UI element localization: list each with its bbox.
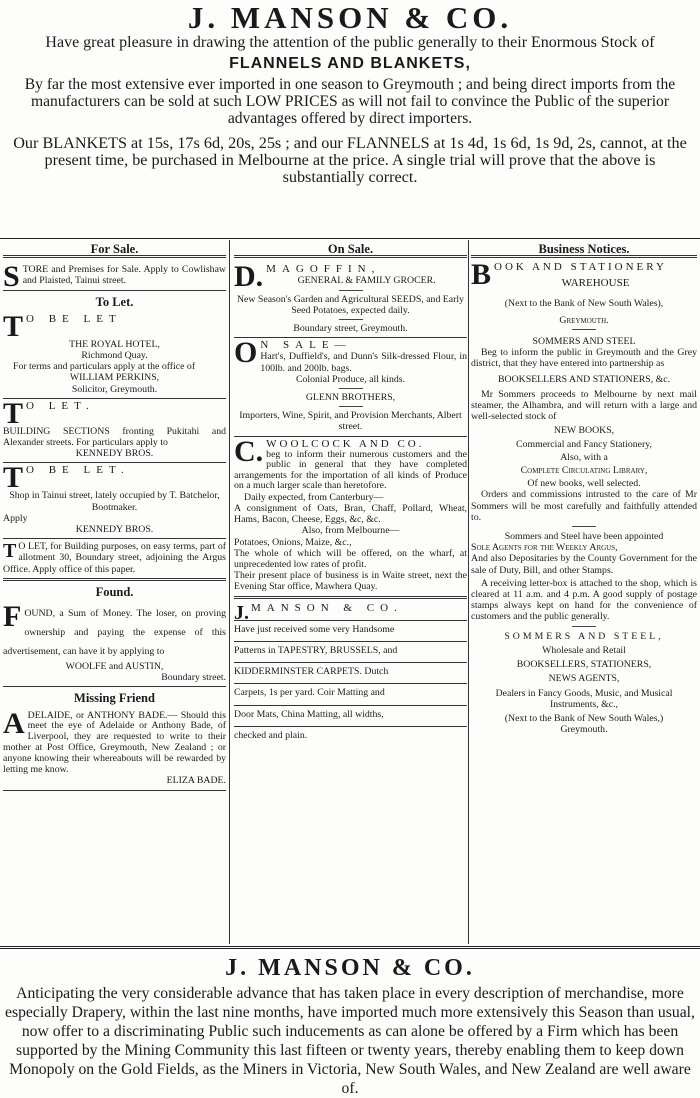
ss-trade-2: BOOKSELLERS, STATIONERS, bbox=[516, 659, 652, 671]
manson-line-5: Door Mats, China Matting, all widths, bbox=[234, 706, 467, 727]
hotel-place: Richmond Quay. bbox=[81, 350, 148, 362]
ad-woolcock bbox=[234, 434, 467, 599]
ss-trade-3: NEWS AGENTS, bbox=[548, 673, 620, 685]
column-business-notices bbox=[471, 238, 697, 946]
woolcock-melbourne: Also, from Melbourne— bbox=[301, 525, 400, 537]
book-head: OOK AND STATIONERY bbox=[494, 261, 667, 274]
woolcock-cargo: A consignment of Oats, Bran, Chaff, Pollard, Wheat, Hams, Bacon, Cheese, Eggs, &c, &c. bbox=[234, 503, 467, 526]
drop-cap: F bbox=[3, 600, 22, 634]
ss-location: (Next to the Bank of New South Wales,) bbox=[504, 712, 664, 724]
letterbox-text: A receiving letter-box is attached to the shop, which is cleared at 11 a.m. and 4 p.m. A good supply of postage stamps always kept on hand for the convenience of customers and the public generally. bbox=[471, 577, 697, 623]
header-subject: FLANNELS AND BLANKETS, bbox=[229, 55, 471, 72]
ad-store bbox=[3, 260, 226, 294]
advertisement-columns bbox=[0, 238, 700, 946]
column-divider bbox=[468, 240, 469, 944]
ad-missing-friend bbox=[3, 706, 226, 791]
ad-building-sections bbox=[3, 396, 226, 464]
woolcock-name: WOOLCOCK AND CO. bbox=[266, 437, 425, 450]
drop-cap: O bbox=[234, 336, 258, 370]
hotel-agent-title: Solicitor, Greymouth. bbox=[71, 383, 158, 395]
footer-text: Anticipating the very considerable advance that has taken place in every description of merchandise, more especially Drapery, within the last nine months, have imported much more extensively this Season than usual, now offer to a discriminating Public such inducements as can alone be offered by a Firm which has been supported by the Mining Community this last fifteen or twenty years, thereby enabling them to keep down Monopoly on the Gold Fields, as the Miners in Victoria, New South Wales, and New Zealand are well aware of. bbox=[5, 985, 695, 1097]
sommers-also: Also, with a bbox=[560, 451, 608, 463]
column-divider bbox=[229, 240, 230, 944]
column-on-sale bbox=[234, 238, 467, 946]
header-intro: Have great pleasure in drawing the attention of the public generally to their Enormous Stock of bbox=[45, 34, 655, 51]
drop-cap: B bbox=[471, 258, 492, 292]
drop-cap: D. bbox=[234, 260, 264, 294]
drop-cap: T bbox=[3, 396, 24, 430]
magoffin-name: MAGOFFIN, bbox=[266, 263, 381, 276]
sommers-trade: BOOKSELLERS AND STATIONERS, &c. bbox=[497, 373, 671, 385]
agents-text-2: Sole Agents for the Weekly Argus, bbox=[471, 542, 618, 554]
ad-building-purposes bbox=[3, 539, 226, 581]
manson-name: MANSON & CO. bbox=[251, 601, 403, 614]
ad-found bbox=[3, 602, 226, 687]
magoffin-text: New Season's Garden and Agricultural SEEDS, and Early Seed Potatoes, expected daily. bbox=[236, 293, 465, 316]
footer-title: J. MANSON & CO. bbox=[225, 955, 475, 981]
sommers-library: Complete Circulating Library, bbox=[520, 465, 648, 477]
woolcock-place: Their present place of business is in Waite street, next the Evening Star office, Mawhera Quay. bbox=[234, 570, 467, 593]
header-title: J. MANSON & CO. bbox=[187, 0, 513, 35]
woolcock-cargo2: Potatoes, Onions, Maize, &c., bbox=[234, 536, 352, 548]
sommers-books: NEW BOOKS, bbox=[553, 425, 615, 437]
sommers-trip: Mr Sommers proceeds to Melbourne by next mail steamer, the Alhambra, and will return with a large and well-selected stock of bbox=[471, 388, 697, 423]
drop-cap: C. bbox=[234, 434, 264, 468]
manson-line-6: checked and plain. bbox=[234, 729, 308, 741]
ad-manson-carpets bbox=[234, 599, 467, 741]
ss-trade-4: Dealers in Fancy Goods, Music, and Musical Instruments, &c., bbox=[495, 687, 673, 710]
drop-cap: S bbox=[3, 260, 20, 294]
magoffin-address: Boundary street, Greymouth. bbox=[293, 323, 408, 335]
manson-line-3: KIDDERMINSTER CARPETS. Dutch bbox=[234, 663, 467, 684]
drop-cap: J. bbox=[234, 601, 249, 624]
heading-for-sale: For Sale. bbox=[3, 244, 226, 258]
top-advertisement bbox=[0, 0, 700, 186]
sommers-text: Beg to inform the public in Greymouth and the Grey district, that they have entered into partnership as bbox=[471, 347, 697, 370]
sommers-orders: Orders and commissions intrusted to the care of Mr Sommers will be most carefully and faithfully attended to. bbox=[471, 489, 697, 523]
drop-cap: T bbox=[3, 540, 17, 563]
sommers-name: SOMMERS AND STEEL bbox=[532, 336, 636, 348]
ad-book-warehouse bbox=[471, 258, 697, 736]
header-prices: Our BLANKETS at 15s, 17s 6d, 20s, 25s ; and our FLANNELS at 1s 4d, 1s 6d, 1s 9d, 2s, cannot, at the present time, be purchased in Melbourne at the price. A single trial will prove that the above is substantially correct. bbox=[13, 134, 687, 186]
sommers-newbooks: Of new books, well selected. bbox=[527, 478, 641, 490]
drop-cap: T bbox=[3, 461, 24, 495]
missing-sign: ELIZA BADE. bbox=[166, 775, 226, 787]
store-text: TORE and Premises for Sale. Apply to Cowlishaw and Plaisted, Tainui street. bbox=[22, 264, 226, 287]
building-text: O LET, for Building purposes, on easy terms, part of allotment 30, Boundary street, adjoining the Argus Office. Apply office of this paper. bbox=[3, 541, 226, 575]
found-agent: WOOLFE and AUSTIN, bbox=[65, 661, 164, 673]
ss-town: Greymouth. bbox=[560, 724, 608, 736]
onsale-text: Hart's, Duffield's, and Dunn's Silk-dressed Flour, in 100lb. and 200lb. bags. bbox=[260, 351, 467, 374]
found-text: OUND, a Sum of Money. The loser, on proving ownership and paying the expense of this advertisement, can have it by applying to bbox=[3, 608, 226, 658]
manson-line-1: Have just received some very Handsome bbox=[234, 621, 467, 642]
found-agent-street: Boundary street. bbox=[161, 672, 226, 684]
sections-text: BUILDING SECTIONS fronting Pukitahi and Alexander streets. For particulars apply to bbox=[3, 425, 226, 449]
sections-agent: KENNEDY BROS. bbox=[75, 448, 154, 460]
agents-text-3: And also Depositaries by the County Government for the sale of Duty, Bill, and other Stamps. bbox=[471, 553, 697, 576]
shop-text: Shop in Tainui street, lately occupied by T. Batchelor, Bootmaker. bbox=[9, 490, 220, 513]
woolcock-text: beg to inform their numerous customers and the public in general that they have completed arrangements for the importation of all kinds of Produce on a much larger scale than heretofore. bbox=[234, 448, 467, 492]
shop-head: O BE LET. bbox=[26, 464, 130, 477]
onsale-head: N SALE— bbox=[260, 339, 352, 352]
sections-head: O LET. bbox=[26, 399, 95, 412]
heading-to-let: To Let. bbox=[95, 294, 134, 309]
book-town: Greymouth. bbox=[559, 314, 609, 326]
glenn-name: GLENN BROTHERS, bbox=[305, 392, 396, 404]
column-for-sale bbox=[3, 238, 226, 946]
heading-on-sale: On Sale. bbox=[234, 244, 467, 258]
ss-name: SOMMERS AND STEEL, bbox=[504, 630, 664, 642]
heading-business-notices: Business Notices. bbox=[471, 244, 697, 258]
hotel-head: O BE LET bbox=[26, 312, 122, 325]
onsale-colonial: Colonial Produce, all kinds. bbox=[295, 373, 406, 385]
drop-cap: A bbox=[3, 706, 25, 740]
heading-found: Found. bbox=[95, 584, 134, 599]
hotel-name: THE ROYAL HOTEL, bbox=[69, 338, 160, 350]
book-head2: WAREHOUSE bbox=[561, 277, 630, 290]
bottom-advertisement bbox=[0, 946, 700, 1098]
woolcock-canterbury: Daily expected, from Canterbury— bbox=[244, 491, 384, 503]
missing-text: DELAIDE, or ANTHONY BADE.— Should this meet the eye of Adelaide or Anthony Bade, of Liverpool, they are requested to write to their mother at Post Office, Greymouth, New Zealand ; or anyone knowing their whereabouts will be rewarded by letting me know. bbox=[3, 709, 226, 775]
ss-trade-1: Wholesale and Retail bbox=[542, 644, 626, 656]
book-location: (Next to the Bank of New South Wales), bbox=[504, 297, 664, 309]
shop-apply: Apply bbox=[3, 512, 28, 524]
hotel-terms: For terms and particulars apply at the office of bbox=[13, 361, 196, 373]
header-body: By far the most extensive ever imported in one season to Greymouth ; and being direct imports from the manufacturers can be sold at such LOW PRICES as will not fail to convince the Public of the superior advantages offered by direct importers. bbox=[24, 76, 676, 127]
agents-text-1: Sommers and Steel have been appointed bbox=[504, 531, 664, 543]
magoffin-trade: GENERAL & FAMILY GROCER. bbox=[297, 275, 436, 287]
sommers-fancy: Commercial and Fancy Stationery, bbox=[516, 438, 652, 450]
manson-line-4: Carpets, 1s per yard. Coir Matting and bbox=[234, 684, 467, 705]
ad-flour-sale bbox=[234, 338, 467, 436]
ad-royal-hotel bbox=[3, 309, 226, 399]
glenn-text: Importers, Wine, Spirit, and Provision Merchants, Albert street. bbox=[239, 410, 462, 433]
ad-shop bbox=[3, 463, 226, 539]
hotel-agent: WILLIAM PERKINS, bbox=[69, 372, 160, 384]
shop-agent: KENNEDY BROS. bbox=[75, 524, 154, 536]
manson-line-2: Patterns in TAPESTRY, BRUSSELS, and bbox=[234, 642, 467, 663]
drop-cap: T bbox=[3, 309, 24, 343]
woolcock-offer: The whole of which will be offered, on the wharf, at unprecedented low rates of profit. bbox=[234, 547, 467, 571]
ad-magoffin bbox=[234, 262, 467, 338]
heading-missing-friend: Missing Friend bbox=[74, 691, 155, 706]
